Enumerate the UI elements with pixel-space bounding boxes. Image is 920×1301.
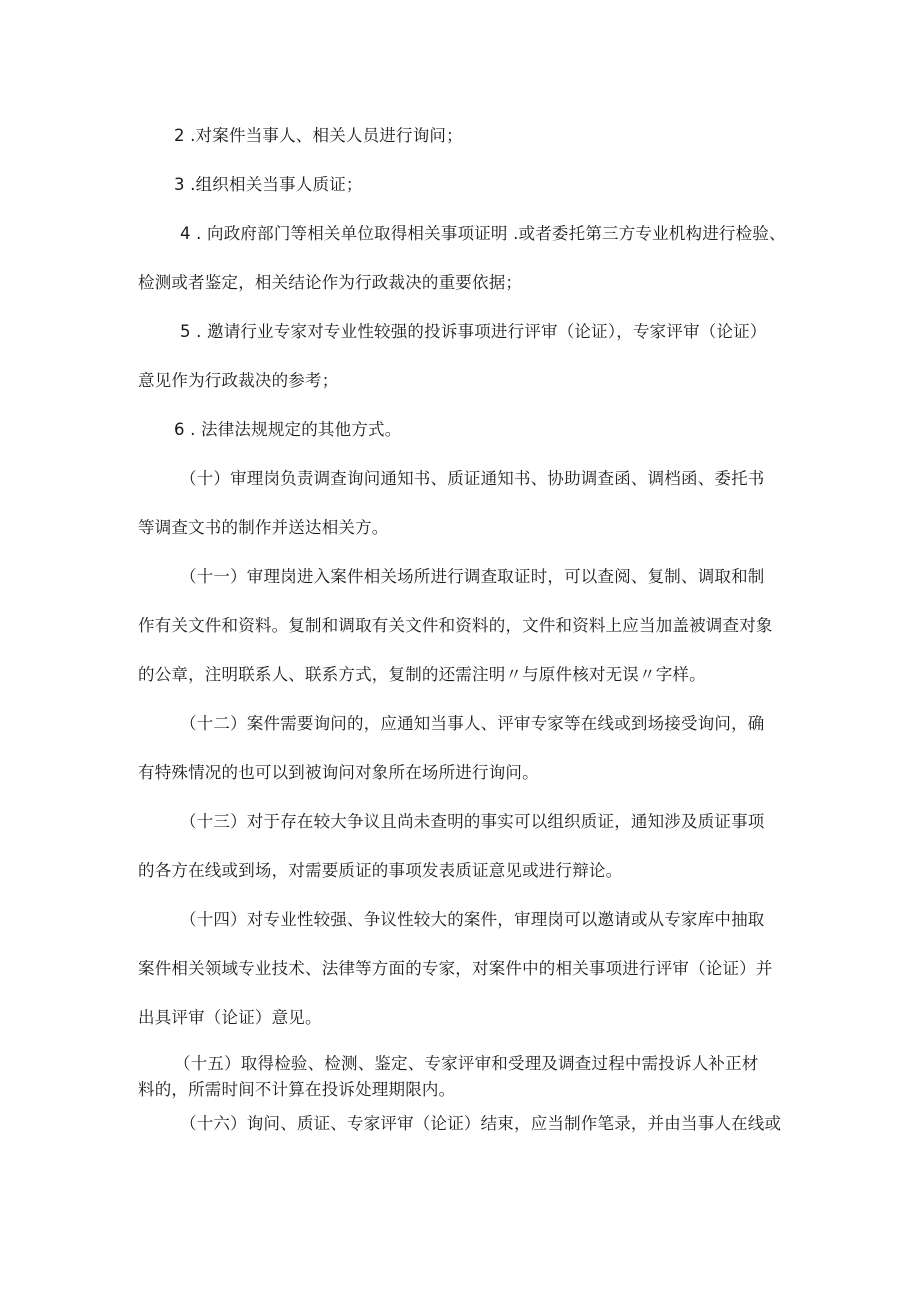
paragraph-line: 有特殊情况的也可以到被询问对象所在场所进行询问。 — [138, 763, 539, 782]
paragraph-line: 检测或者鉴定，相关结论作为行政裁决的重要依据； — [138, 273, 523, 292]
paragraph-line: 等调查文书的制作并送达相关方。 — [138, 518, 389, 537]
list-item-5: 5 . 邀请行业专家对专业性较强的投诉事项进行评审（论证），专家评审（论证） — [180, 322, 767, 341]
list-item-4: 4 . 向政府部门等相关单位取得相关事项证明 .或者委托第三方专业机构进行检验、 — [180, 224, 786, 243]
section-16: （十六）询问、质证、专家评审（论证）结束，应当制作笔录，并由当事人在线或 — [180, 1114, 782, 1133]
section-15: （十五）取得检验、检测、鉴定、专家评审和受理及调查过程中需投诉人补正材 — [174, 1054, 759, 1073]
section-11: （十一）审理岗进入案件相关场所进行调查取证时，可以查阅、复制、调取和制 — [180, 567, 765, 586]
section-12: （十二）案件需要询问的，应通知当事人、评审专家等在线或到场接受询问，确 — [180, 714, 765, 733]
paragraph-line: 出具评审（论证）意见。 — [138, 1008, 322, 1027]
section-13: （十三）对于存在较大争议且尚未查明的事实可以组织质证，通知涉及质证事项 — [180, 812, 765, 831]
list-item-3: 3 .组织相关当事人质证； — [174, 175, 363, 194]
paragraph-line: 意见作为行政裁决的参考； — [138, 371, 339, 390]
paragraph-line: 案件相关领域专业技术、法律等方面的专家，对案件中的相关事项进行评审（论证）并 — [138, 959, 773, 978]
paragraph-line: 料的，所需时间不计算在投诉处理期限内。 — [138, 1080, 456, 1099]
list-item-6: 6 . 法律法规规定的其他方式。 — [174, 420, 402, 439]
section-10: （十）审理岗负责调查询问通知书、质证通知书、协助调查函、调档函、委托书 — [180, 469, 765, 488]
paragraph-line: 的公章，注明联系人、联系方式，复制的还需注明〃与原件核对无误〃字样。 — [138, 665, 706, 684]
paragraph-line: 的各方在线或到场，对需要质证的事项发表质证意见或进行辩论。 — [138, 861, 623, 880]
list-item-2: 2 .对案件当事人、相关人员进行询问； — [174, 126, 463, 145]
paragraph-line: 作有关文件和资料。复制和调取有关文件和资料的，文件和资料上应当加盖被调查对象 — [138, 616, 773, 635]
section-14: （十四）对专业性较强、争议性较大的案件，审理岗可以邀请或从专家库中抽取 — [180, 910, 765, 929]
